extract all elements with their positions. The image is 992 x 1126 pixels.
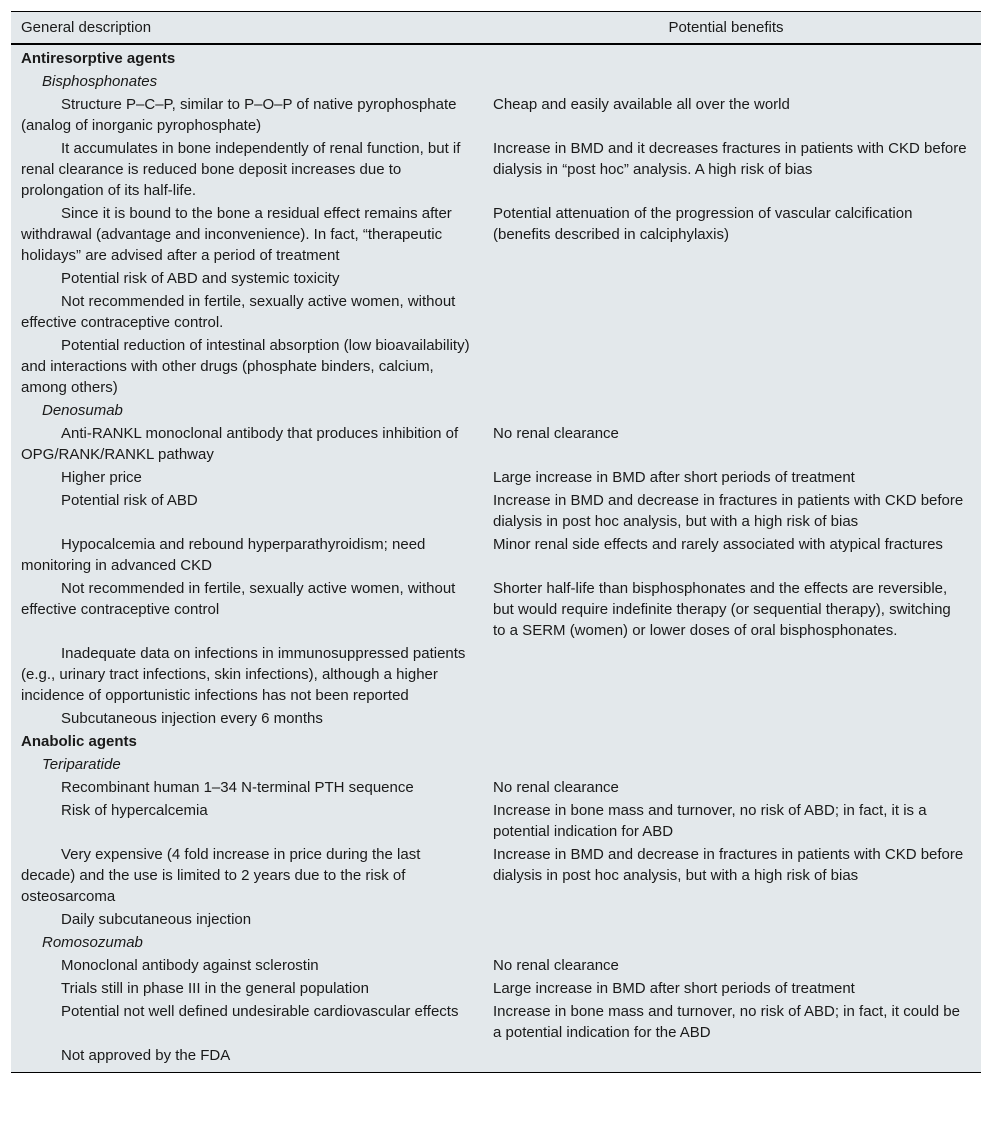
section-row [11, 48, 981, 69]
table-row [11, 578, 981, 641]
empty-cell [483, 400, 981, 421]
description-cell: Recombinant human 1–34 N-terminal PTH sequence [61, 779, 414, 796]
subsection-row [11, 754, 981, 775]
table-row [11, 708, 981, 729]
table-row [11, 909, 981, 930]
benefit-cell: Increase in BMD and it decreases fractures in patients with CKD before dialysis in “post hoc” analysis. A high risk of bias [493, 140, 967, 178]
header-general-description: General description [21, 19, 152, 36]
description-cell: Monoclonal antibody against sclerostin [61, 957, 319, 974]
table-row [11, 955, 981, 976]
benefit-cell: Large increase in BMD after short periods of treatment [493, 980, 855, 997]
table-row [11, 777, 981, 798]
description-cell: Structure P–C–P, similar to P–O–P of native pyrophosphate (analog of inorganic pyrophosphate) [21, 96, 457, 134]
description-cell: It accumulates in bone independently of renal function, but if renal clearance is reduced bone deposit increases due to prolongation of its half-life. [21, 140, 461, 199]
description-cell: Trials still in phase III in the general population [61, 980, 369, 997]
description-cell: Since it is bound to the bone a residual effect remains after withdrawal (advantage and inconvenience). In fact, “therapeutic holidays” are advised after a period of treatment [21, 205, 452, 264]
subsection-row [11, 400, 981, 421]
subsection-heading: Bisphosphonates [42, 73, 158, 90]
benefit-cell: No renal clearance [493, 779, 619, 796]
subsection-row [11, 932, 981, 953]
description-cell: Not recommended in fertile, sexually active women, without effective contraceptive control [21, 580, 456, 618]
description-cell: Risk of hypercalcemia [61, 802, 208, 819]
table-row [11, 844, 981, 907]
description-cell: Subcutaneous injection every 6 months [61, 710, 323, 727]
benefit-cell [483, 909, 981, 930]
benefit-cell: Potential attenuation of the progression of vascular calcification (benefits described in calciphylaxis) [493, 205, 913, 243]
benefit-cell: Minor renal side effects and rarely associated with atypical fractures [493, 536, 943, 553]
benefit-cell: Shorter half-life than bisphosphonates and the effects are reversible, but would require indefinite therapy (or sequential therapy), switching to a SERM (women) or lower doses of oral bisphosphonates. [493, 580, 951, 639]
benefit-cell [483, 335, 981, 398]
description-cell: Anti-RANKL monoclonal antibody that produces inhibition of OPG/RANK/RANKL pathway [21, 425, 459, 463]
benefit-cell: Large increase in BMD after short periods of treatment [493, 469, 855, 486]
description-cell: Potential risk of ABD and systemic toxicity [61, 270, 340, 287]
subsection-heading: Teriparatide [42, 756, 121, 773]
section-heading: Antiresorptive agents [21, 50, 176, 67]
benefit-cell: No renal clearance [493, 425, 619, 442]
table-row [11, 138, 981, 201]
empty-cell [483, 754, 981, 775]
table-row [11, 490, 981, 532]
description-cell: Potential risk of ABD [61, 492, 198, 509]
description-cell: Very expensive (4 fold increase in price during the last decade) and the use is limited to 2 years due to the risk of osteosarcoma [21, 846, 421, 905]
table-row [11, 94, 981, 136]
benefit-cell [483, 268, 981, 289]
benefit-cell: No renal clearance [493, 957, 619, 974]
empty-cell [483, 932, 981, 953]
table-row [11, 268, 981, 289]
header-potential-benefits: Potential benefits [668, 19, 784, 36]
empty-cell [483, 71, 981, 92]
subsection-row [11, 71, 981, 92]
table-row [11, 534, 981, 576]
table-row [11, 291, 981, 333]
table-row [11, 1001, 981, 1043]
benefit-cell [483, 1045, 981, 1066]
empty-cell [483, 48, 981, 69]
benefit-cell: Increase in BMD and decrease in fractures in patients with CKD before dialysis in post hoc analysis, but with a high risk of bias [493, 846, 964, 884]
table-header-row [11, 12, 981, 43]
subsection-heading: Denosumab [42, 402, 123, 419]
benefit-cell: Increase in bone mass and turnover, no risk of ABD; in fact, it could be a potential indication for the ABD [493, 1003, 960, 1041]
table-row [11, 978, 981, 999]
section-row [11, 731, 981, 752]
benefit-cell: Increase in BMD and decrease in fractures in patients with CKD before dialysis in post hoc analysis, but with a high risk of bias [493, 492, 964, 530]
description-cell: Hypocalcemia and rebound hyperparathyroidism; need monitoring in advanced CKD [21, 536, 426, 574]
benefit-cell [483, 643, 981, 706]
table-row [11, 643, 981, 706]
benefit-cell: Increase in bone mass and turnover, no risk of ABD; in fact, it is a potential indication for ABD [493, 802, 927, 840]
description-cell: Potential reduction of intestinal absorption (low bioavailability) and interactions with other drugs (phosphate binders, calcium, among others) [21, 337, 470, 396]
table-body [11, 45, 981, 1072]
table-row [11, 800, 981, 842]
treatment-comparison-table [11, 11, 981, 1073]
description-cell: Inadequate data on infections in immunosuppressed patients (e.g., urinary tract infections, skin infections), although a higher incidence of opportunistic infections has not been reported [21, 645, 466, 704]
description-cell: Not approved by the FDA [61, 1047, 231, 1064]
empty-cell [483, 731, 981, 752]
description-cell: Not recommended in fertile, sexually active women, without effective contraceptive control. [21, 293, 456, 331]
table-row [11, 335, 981, 398]
benefit-cell [483, 708, 981, 729]
description-cell: Higher price [61, 469, 142, 486]
table-row [11, 423, 981, 465]
table-row [11, 203, 981, 266]
description-cell: Daily subcutaneous injection [61, 911, 252, 928]
benefit-cell: Cheap and easily available all over the world [493, 96, 790, 113]
subsection-heading: Romosozumab [42, 934, 143, 951]
description-cell: Potential not well defined undesirable cardiovascular effects [61, 1003, 459, 1020]
table-row [11, 1045, 981, 1066]
section-heading: Anabolic agents [21, 733, 137, 750]
table-row [11, 467, 981, 488]
table-bottom-rule [11, 1072, 981, 1073]
benefit-cell [483, 291, 981, 333]
